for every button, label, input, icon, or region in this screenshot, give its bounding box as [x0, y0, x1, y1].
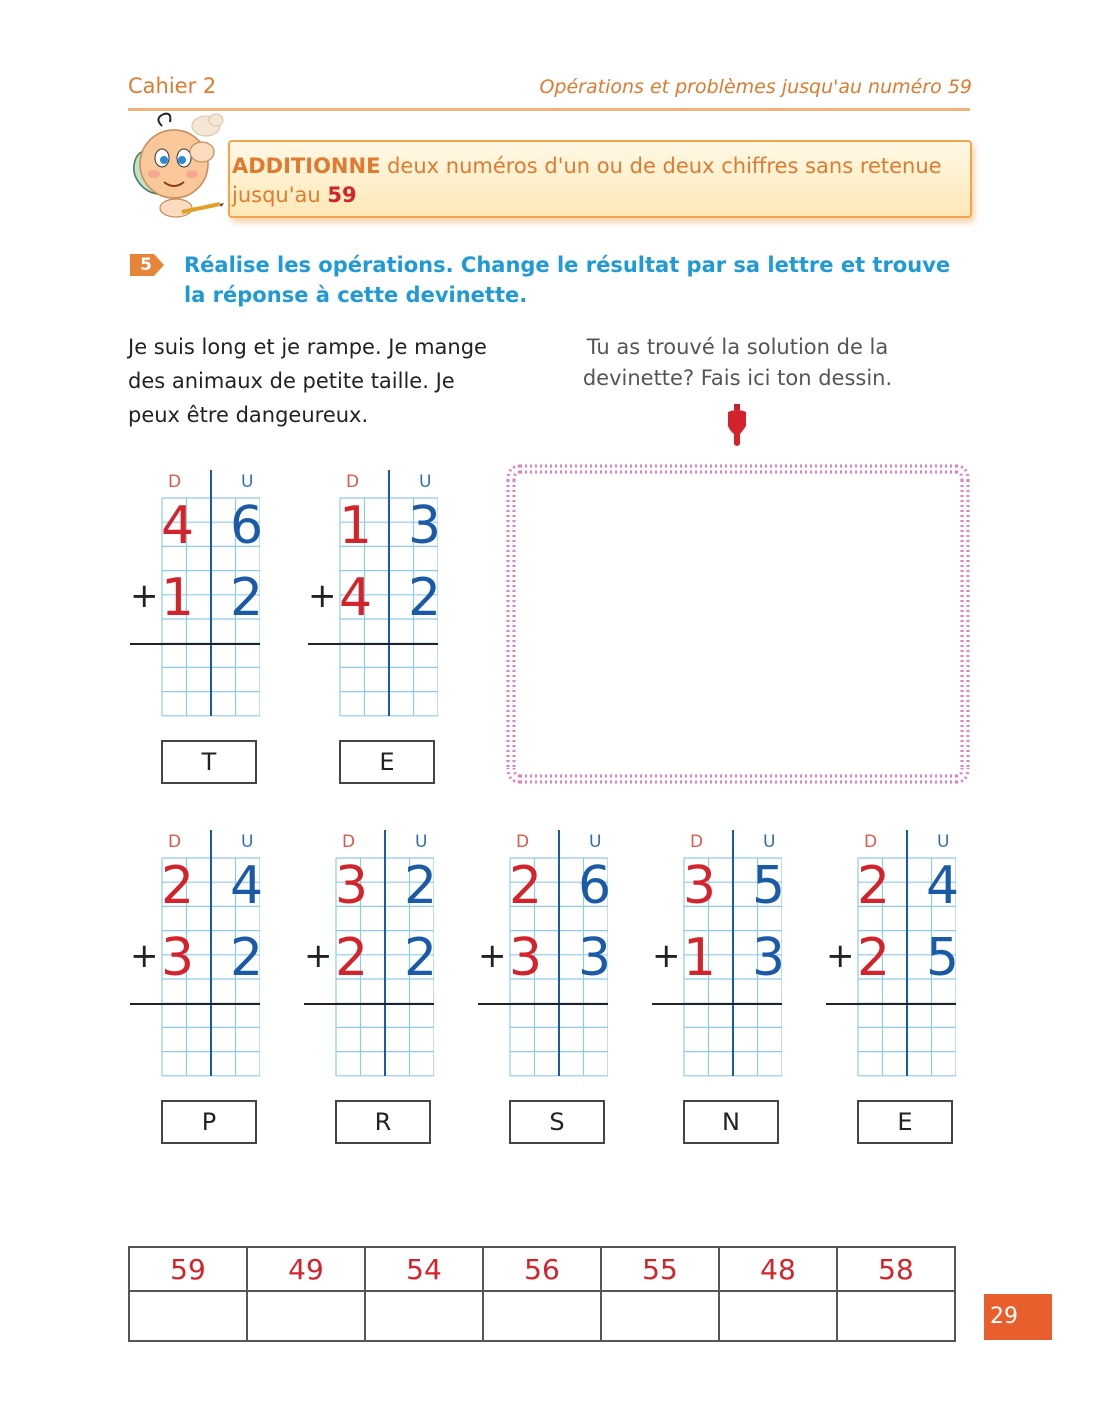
- addition-operation: [130, 830, 264, 1080]
- tens-digit: 1: [161, 568, 195, 628]
- exercise-number: 5: [140, 255, 152, 275]
- units-digit: 3: [752, 928, 786, 988]
- tens-digit: 2: [161, 856, 195, 916]
- result-letter-box: T: [161, 740, 257, 784]
- pointing-hand-icon: [724, 404, 750, 448]
- units-digit: 6: [230, 496, 264, 556]
- tens-digit: 3: [683, 856, 717, 916]
- plus-sign: +: [826, 936, 855, 976]
- tens-label: D: [690, 832, 704, 852]
- plus-sign: +: [304, 936, 333, 976]
- result-letter-box: E: [339, 740, 435, 784]
- answer-letter-cell[interactable]: [601, 1291, 719, 1341]
- topic-banner-text: [232, 152, 952, 210]
- units-label: U: [241, 472, 254, 492]
- answer-letters-row: [129, 1291, 955, 1341]
- answer-letter-cell[interactable]: [365, 1291, 483, 1341]
- answer-number: 58: [837, 1247, 955, 1291]
- tens-digit: 4: [339, 568, 373, 628]
- units-digit: 2: [230, 568, 264, 628]
- units-digit: 3: [578, 928, 612, 988]
- units-digit: 3: [408, 496, 442, 556]
- tens-digit: 2: [857, 928, 891, 988]
- units-digit: 5: [752, 856, 786, 916]
- plus-sign: +: [652, 936, 681, 976]
- answer-letter-cell[interactable]: [483, 1291, 601, 1341]
- units-label: U: [419, 472, 432, 492]
- banner-number: 59: [327, 183, 357, 207]
- answer-number: 54: [365, 1247, 483, 1291]
- units-digit: 5: [926, 928, 960, 988]
- units-digit: 2: [408, 568, 442, 628]
- tens-digit: 2: [857, 856, 891, 916]
- answer-letter-cell[interactable]: [837, 1291, 955, 1341]
- answer-number: 59: [129, 1247, 247, 1291]
- addition-operation: [652, 830, 786, 1080]
- tens-digit: 3: [509, 928, 543, 988]
- answer-table: [128, 1246, 956, 1342]
- tens-digit: 3: [161, 928, 195, 988]
- notebook-label: Cahier 2: [128, 74, 217, 98]
- exercise-instruction: Réalise les opérations. Change le résultat par sa lettre et trouve la réponse à cette devinette.: [184, 253, 951, 307]
- banner-text: deux numéros d'un ou de deux chiffres sans retenue jusqu'au: [232, 154, 942, 207]
- page-number: 29: [984, 1294, 1052, 1340]
- units-digit: 2: [404, 928, 438, 988]
- tens-digit: 2: [509, 856, 543, 916]
- answer-number: 48: [719, 1247, 837, 1291]
- units-digit: 2: [230, 928, 264, 988]
- units-label: U: [937, 832, 950, 852]
- units-label: U: [763, 832, 776, 852]
- result-letter-box: R: [335, 1100, 431, 1144]
- tens-label: D: [864, 832, 878, 852]
- addition-operation: [826, 830, 960, 1080]
- tens-label: D: [342, 832, 356, 852]
- plus-sign: +: [130, 936, 159, 976]
- plus-sign: +: [308, 576, 337, 616]
- result-letter-box: S: [509, 1100, 605, 1144]
- units-digit: 6: [578, 856, 612, 916]
- header-divider: [128, 108, 970, 111]
- banner-strong: ADDITIONNE: [232, 154, 381, 178]
- units-label: U: [241, 832, 254, 852]
- riddle-text: Je suis long et je rampe. Je mange des animaux de petite taille. Je peux être dangeureux.: [128, 335, 487, 427]
- addition-operation: [308, 470, 442, 720]
- tens-label: D: [168, 472, 182, 492]
- units-label: U: [589, 832, 602, 852]
- answer-letter-cell[interactable]: [247, 1291, 365, 1341]
- addition-operation: [478, 830, 612, 1080]
- result-letter-box: N: [683, 1100, 779, 1144]
- tens-digit: 1: [339, 496, 373, 556]
- tens-digit: 2: [335, 928, 369, 988]
- plus-sign: +: [478, 936, 507, 976]
- mascot-icon: [124, 112, 224, 222]
- answer-number: 55: [601, 1247, 719, 1291]
- tens-label: D: [346, 472, 360, 492]
- result-letter-box: E: [857, 1100, 953, 1144]
- addition-operation: [304, 830, 438, 1080]
- answer-number: 49: [247, 1247, 365, 1291]
- plus-sign: +: [130, 576, 159, 616]
- drawing-prompt: Tu as trouvé la solution de la devinette? Fais ici ton dessin.: [582, 335, 893, 390]
- tens-digit: 4: [161, 496, 195, 556]
- answer-letter-cell[interactable]: [129, 1291, 247, 1341]
- tens-digit: 3: [335, 856, 369, 916]
- addition-operation: [130, 470, 264, 720]
- answer-number: 56: [483, 1247, 601, 1291]
- tens-digit: 1: [683, 928, 717, 988]
- units-digit: 4: [230, 856, 264, 916]
- answer-letter-cell[interactable]: [719, 1291, 837, 1341]
- chapter-title: Opérations et problèmes jusqu'au numéro 59: [539, 76, 972, 98]
- drawing-area[interactable]: [500, 458, 976, 790]
- units-digit: 2: [404, 856, 438, 916]
- units-label: U: [415, 832, 428, 852]
- tens-label: D: [516, 832, 530, 852]
- result-letter-box: P: [161, 1100, 257, 1144]
- tens-label: D: [168, 832, 182, 852]
- units-digit: 4: [926, 856, 960, 916]
- answer-numbers-row: [129, 1247, 955, 1291]
